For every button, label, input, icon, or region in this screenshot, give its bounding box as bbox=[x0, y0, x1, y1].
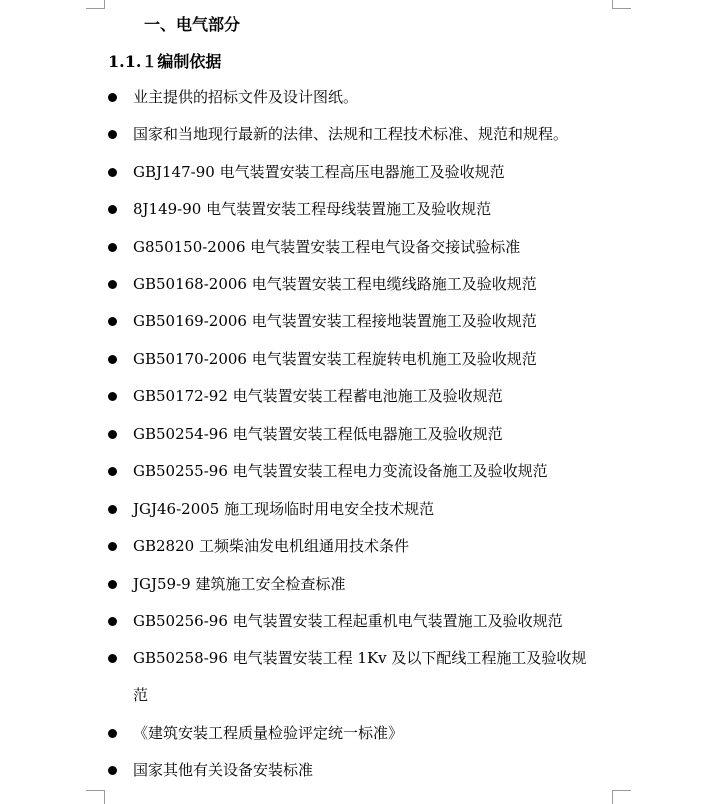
list-item-text: GB50256-96 电气装置安装工程起重机电气装置施工及验收规范 bbox=[133, 612, 563, 630]
crop-mark-bottom-left bbox=[86, 790, 105, 804]
bullet-icon bbox=[108, 654, 117, 663]
list-item-text: GB50168-2006 电气装置安装工程电缆线路施工及验收规范 bbox=[133, 275, 537, 293]
subsection-title: 1.1.１编制依据 bbox=[108, 52, 222, 71]
list-item-text: G850150-2006 电气装置安装工程电气设备交接试验标准 bbox=[133, 238, 521, 256]
crop-mark-top-left bbox=[86, 0, 105, 9]
bullet-icon bbox=[108, 617, 117, 626]
bullet-icon bbox=[108, 93, 117, 102]
bullet-icon bbox=[108, 280, 117, 289]
list-item-text: GB50255-96 电气装置安装工程电力变流设备施工及验收规范 bbox=[133, 462, 548, 480]
list-item-text: 国家和当地现行最新的法律、法规和工程技术标准、规范和规程。 bbox=[133, 125, 569, 143]
bullet-icon bbox=[108, 205, 117, 214]
crop-mark-top-right bbox=[612, 0, 631, 9]
list-item-text: GB50258-96 电气装置安装工程 1Kv 及以下配线工程施工及验收规 bbox=[133, 649, 587, 667]
list-item-text: GB50254-96 电气装置安装工程低电器施工及验收规范 bbox=[133, 425, 503, 443]
bullet-icon bbox=[108, 392, 117, 401]
list-item-text: JGJ59-9 建筑施工安全检查标准 bbox=[133, 575, 346, 593]
bullet-icon bbox=[108, 168, 117, 177]
bullet-icon bbox=[108, 430, 117, 439]
list-item-text-continuation: 范 bbox=[133, 686, 149, 704]
list-item-text: 8J149-90 电气装置安装工程母线装置施工及验收规范 bbox=[133, 200, 492, 218]
list-item-text: 国家其他有关设备安装标准 bbox=[133, 761, 314, 779]
list-item-text: GBJ147-90 电气装置安装工程高压电器施工及验收规范 bbox=[133, 163, 505, 181]
bullet-icon bbox=[108, 467, 117, 476]
list-item-text: GB50172-92 电气装置安装工程蓄电池施工及验收规范 bbox=[133, 387, 503, 405]
section-title: 一、电气部分 bbox=[144, 15, 241, 34]
list-item-text: JGJ46-2005 施工现场临时用电安全技术规范 bbox=[133, 500, 435, 518]
bullet-icon bbox=[108, 729, 117, 738]
bullet-icon bbox=[108, 580, 117, 589]
list-item-text: GB2820 工频柴油发电机组通用技术条件 bbox=[133, 537, 409, 555]
list-item-text: 《建筑安装工程质量检验评定统一标准》 bbox=[133, 724, 404, 742]
bullet-icon bbox=[108, 505, 117, 514]
list-item-text: GB50169-2006 电气装置安装工程接地装置施工及验收规范 bbox=[133, 312, 537, 330]
crop-mark-bottom-right bbox=[612, 790, 631, 804]
bullet-icon bbox=[108, 355, 117, 364]
bullet-icon bbox=[108, 766, 117, 775]
list-item-text: 业主提供的招标文件及设计图纸。 bbox=[133, 88, 359, 106]
bullet-icon bbox=[108, 130, 117, 139]
list-item-text: GB50170-2006 电气装置安装工程旋转电机施工及验收规范 bbox=[133, 350, 537, 368]
bullet-icon bbox=[108, 243, 117, 252]
bullet-icon bbox=[108, 542, 117, 551]
bullet-icon bbox=[108, 317, 117, 326]
